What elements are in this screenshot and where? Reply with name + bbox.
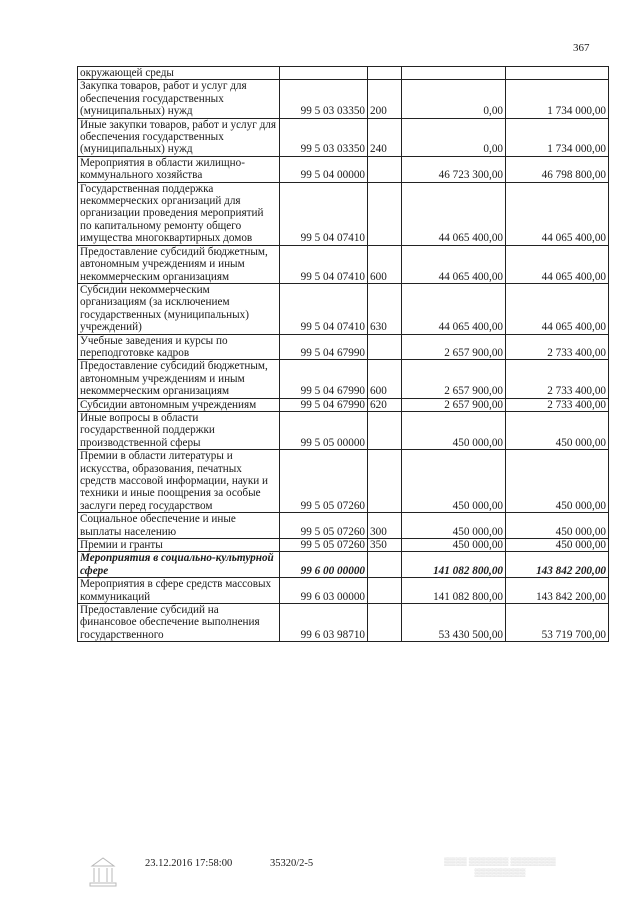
row-code-cell: 99 5 05 00000 (280, 411, 368, 449)
table-row (78, 182, 609, 245)
row-name-cell: окружающей среды (78, 67, 280, 80)
row-amount-2018-cell: 1 734 000,00 (506, 118, 609, 156)
row-amount-2017-cell: 450 000,00 (402, 513, 506, 539)
row-type-cell: 350 (368, 539, 402, 552)
row-name-cell: Закупка товаров, работ и услуг для обеспечения государственных (муниципальных) нужд (78, 80, 280, 118)
row-type-cell (368, 334, 402, 360)
row-type-cell (368, 450, 402, 513)
row-type-cell: 600 (368, 360, 402, 398)
table-row (78, 334, 609, 360)
row-amount-2017-cell: 53 430 500,00 (402, 604, 506, 642)
row-amount-2017-cell: 46 723 300,00 (402, 156, 506, 182)
row-type-cell: 620 (368, 398, 402, 411)
row-amount-2018-cell: 46 798 800,00 (506, 156, 609, 182)
row-type-cell (368, 182, 402, 245)
table-row (78, 360, 609, 398)
row-name-cell: Субсидии некоммерческим организациям (за исключением государственных (муниципальных) учреждений) (78, 283, 280, 334)
row-name-cell: Иные закупки товаров, работ и услуг для обеспечения государственных (муниципальных) нужд (78, 118, 280, 156)
row-code-cell: 99 5 03 03350 (280, 80, 368, 118)
row-code-cell: 99 5 04 67990 (280, 398, 368, 411)
row-name-cell: Мероприятия в области жилищно-коммунального хозяйства (78, 156, 280, 182)
table-row (78, 450, 609, 513)
row-amount-2018-cell: 2 733 400,00 (506, 398, 609, 411)
row-amount-2018-cell: 44 065 400,00 (506, 283, 609, 334)
row-amount-2017-cell: 2 657 900,00 (402, 398, 506, 411)
row-amount-2017-cell: 44 065 400,00 (402, 283, 506, 334)
row-type-cell: 200 (368, 80, 402, 118)
row-name-cell: Иные вопросы в области государственной поддержки производственной сферы (78, 411, 280, 449)
row-amount-2017-cell: 141 082 800,00 (402, 578, 506, 604)
table-row (78, 604, 609, 642)
row-code-cell: 99 6 03 00000 (280, 578, 368, 604)
row-amount-2017-cell: 450 000,00 (402, 450, 506, 513)
row-amount-2017-cell: 450 000,00 (402, 539, 506, 552)
row-code-cell: 99 5 03 03350 (280, 118, 368, 156)
row-name-cell: Предоставление субсидий на финансовое обеспечение выполнения государственного (78, 604, 280, 642)
table-row (78, 283, 609, 334)
row-amount-2017-cell: 2 657 900,00 (402, 360, 506, 398)
row-code-cell: 99 5 04 07410 (280, 245, 368, 283)
row-amount-2017-cell: 0,00 (402, 80, 506, 118)
row-code-cell: 99 5 04 67990 (280, 360, 368, 398)
row-code-cell: 99 6 00 00000 (280, 552, 368, 578)
page-number: 367 (573, 42, 590, 54)
page-footer (0, 856, 640, 896)
row-amount-2018-cell: 450 000,00 (506, 450, 609, 513)
row-amount-2018-cell: 450 000,00 (506, 539, 609, 552)
illegible-watermark: ▒▒▒▒ ▒▒▒▒▒▒▒ ▒▒▒▒▒▒▒▒ ▒▒▒▒▒▒▒▒▒ (444, 857, 556, 877)
row-name-cell: Премии и гранты (78, 539, 280, 552)
row-amount-2018-cell: 450 000,00 (506, 513, 609, 539)
row-amount-2018-cell (506, 67, 609, 80)
table-row (78, 80, 609, 118)
row-name-cell: Субсидии автономным учреждениям (78, 398, 280, 411)
row-amount-2017-cell: 44 065 400,00 (402, 182, 506, 245)
row-amount-2017-cell: 2 657 900,00 (402, 334, 506, 360)
row-code-cell: 99 6 03 98710 (280, 604, 368, 642)
row-amount-2017-cell (402, 67, 506, 80)
row-name-cell: Социальное обеспечение и иные выплаты населению (78, 513, 280, 539)
table-row (78, 156, 609, 182)
row-amount-2018-cell: 143 842 200,00 (506, 552, 609, 578)
row-type-cell (368, 156, 402, 182)
table-row (78, 67, 609, 80)
row-name-cell: Предоставление субсидий бюджетным, автономным учреждениям и иным некоммерческим организациям (78, 245, 280, 283)
row-amount-2018-cell: 450 000,00 (506, 411, 609, 449)
row-code-cell: 99 5 04 07410 (280, 283, 368, 334)
row-code-cell: 99 5 05 07260 (280, 450, 368, 513)
table-row (78, 513, 609, 539)
row-type-cell (368, 552, 402, 578)
table-row (78, 118, 609, 156)
row-type-cell: 300 (368, 513, 402, 539)
row-type-cell: 600 (368, 245, 402, 283)
row-type-cell: 630 (368, 283, 402, 334)
budget-table (77, 66, 609, 642)
row-amount-2018-cell: 2 733 400,00 (506, 334, 609, 360)
row-type-cell: 240 (368, 118, 402, 156)
row-name-cell: Мероприятия в социально-культурной сфере (78, 552, 280, 578)
row-name-cell: Предоставление субсидий бюджетным, автономным учреждениям и иным некоммерческим организациям (78, 360, 280, 398)
table-row (78, 245, 609, 283)
row-type-cell (368, 411, 402, 449)
row-amount-2017-cell: 0,00 (402, 118, 506, 156)
row-amount-2018-cell: 1 734 000,00 (506, 80, 609, 118)
row-amount-2018-cell: 44 065 400,00 (506, 245, 609, 283)
row-amount-2017-cell: 450 000,00 (402, 411, 506, 449)
row-amount-2017-cell: 141 082 800,00 (402, 552, 506, 578)
table-row (78, 411, 609, 449)
footer-doc-code: 35320/2-5 (270, 858, 314, 869)
table-row (78, 398, 609, 411)
row-name-cell: Государственная поддержка некоммерческих организаций для организации проведения мероприятий по капитальному ремонту общего имущества многоквартирных домов (78, 182, 280, 245)
row-amount-2018-cell: 53 719 700,00 (506, 604, 609, 642)
row-amount-2018-cell: 2 733 400,00 (506, 360, 609, 398)
row-type-cell (368, 578, 402, 604)
row-code-cell: 99 5 05 07260 (280, 513, 368, 539)
row-amount-2018-cell: 44 065 400,00 (506, 182, 609, 245)
row-code-cell: 99 5 04 00000 (280, 156, 368, 182)
row-name-cell: Премии в области литературы и искусства, образования, печатных средств массовой информации, науки и техники и иные поощрения за особые заслуги перед государством (78, 450, 280, 513)
row-amount-2017-cell: 44 065 400,00 (402, 245, 506, 283)
row-code-cell: 99 5 05 07260 (280, 539, 368, 552)
table-row (78, 539, 609, 552)
table-row (78, 578, 609, 604)
row-name-cell: Мероприятия в сфере средств массовых коммуникаций (78, 578, 280, 604)
building-stamp-icon (86, 856, 120, 890)
row-code-cell: 99 5 04 67990 (280, 334, 368, 360)
budget-table-body (78, 67, 609, 642)
table-row (78, 552, 609, 578)
row-code-cell: 99 5 04 07410 (280, 182, 368, 245)
row-name-cell: Учебные заведения и курсы по переподготовке кадров (78, 334, 280, 360)
row-type-cell (368, 604, 402, 642)
footer-datetime: 23.12.2016 17:58:00 (145, 858, 233, 869)
row-type-cell (368, 67, 402, 80)
row-code-cell (280, 67, 368, 80)
row-amount-2018-cell: 143 842 200,00 (506, 578, 609, 604)
